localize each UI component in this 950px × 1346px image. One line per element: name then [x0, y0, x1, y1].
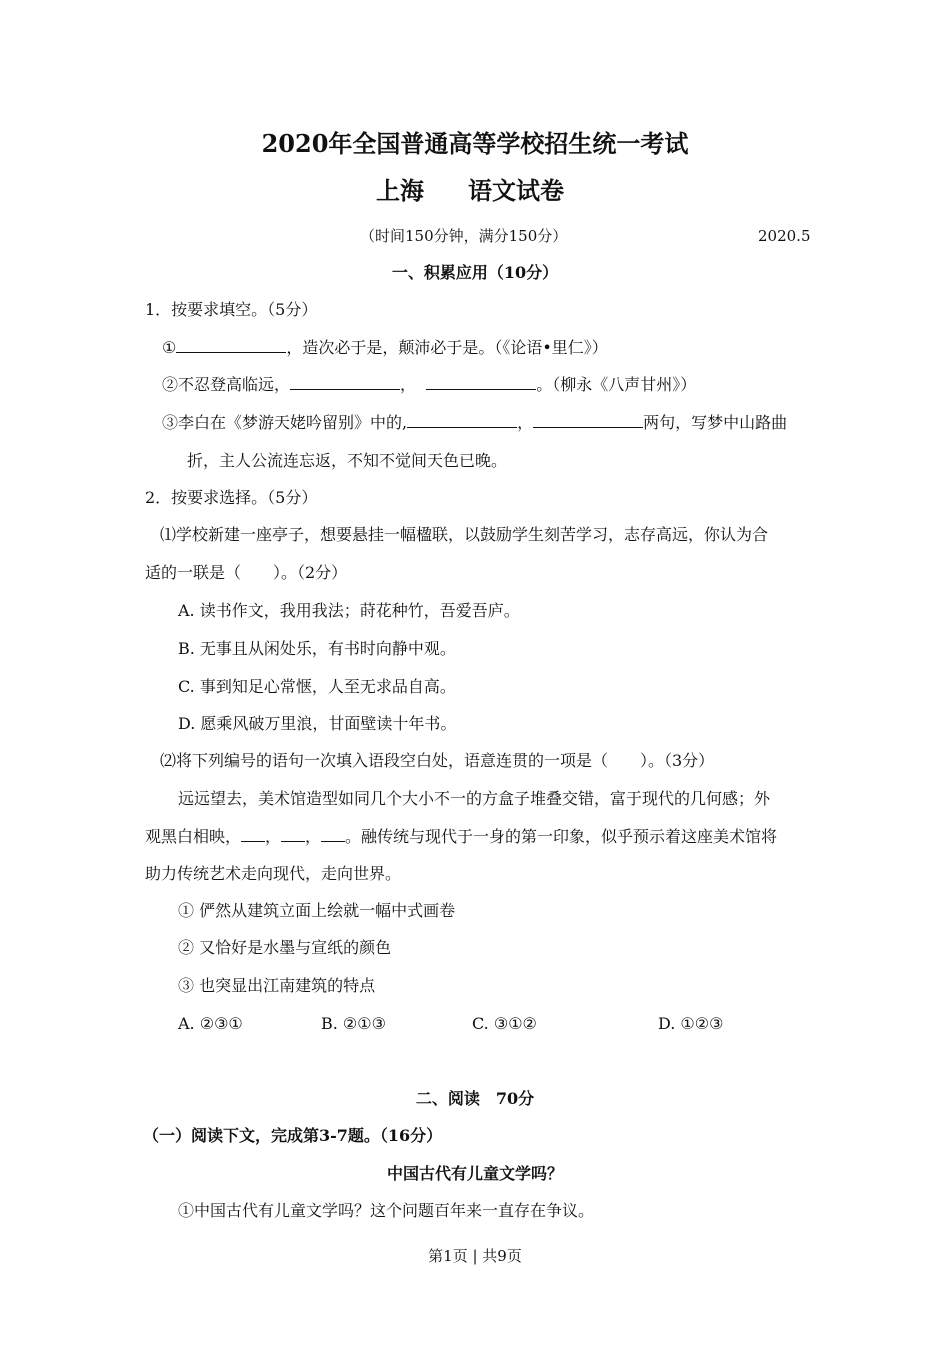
q1-item1-num: ① [162, 338, 177, 357]
q2-p2-option-d[interactable]: D. ①②③ [658, 1014, 724, 1033]
page-footer: 第1页 | 共9页 [428, 1247, 522, 1265]
fill-blank[interactable] [281, 827, 305, 842]
q1-item2-mid: ， [400, 375, 417, 394]
fill-blank[interactable] [426, 375, 536, 390]
fill-blank[interactable] [241, 827, 265, 842]
separator: ， [305, 827, 322, 846]
sentence-1: ① 俨然从建筑立面上绘就一幅中式画卷 [178, 901, 456, 920]
q1-stem: 1．按要求填空。（5分） [145, 300, 318, 319]
exam-date: 2020.5 [758, 227, 811, 245]
fill-blank[interactable] [407, 413, 517, 428]
q2-p2-option-b[interactable]: B. ②①③ [321, 1014, 386, 1033]
q1-item1-text: ，造次必于是，颠沛必于是。（《论语•里仁》） [286, 338, 608, 357]
passage-line1: 远远望去，美术馆造型如同几个大小不一的方盒子堆叠交错，富于现代的几何感；外 [178, 789, 771, 808]
q2-p2-stem: ⑵将下列编号的语句一次填入语段空白处，语意连贯的一项是（ ）。（3分） [160, 751, 715, 770]
passage-line2-end: 。融传统与现代于一身的第一印象，似乎预示着这座美术馆将 [345, 827, 778, 846]
fill-blank[interactable] [290, 375, 400, 390]
fill-blank[interactable] [321, 827, 345, 842]
section1-heading: 一、积累应用（10分） [391, 263, 559, 282]
article-para1: ①中国古代有儿童文学吗？这个问题百年来一直存在争议。 [178, 1201, 595, 1220]
q1-item1 [162, 337, 608, 359]
q2-option-d[interactable]: D. 愿乘风破万里浪，甘面壁读十年书。 [178, 714, 457, 733]
q1-item3 [162, 412, 787, 434]
q2-p1-line1: ⑴学校新建一座亭子，想要悬挂一幅楹联，以鼓励学生刻苦学习，志存高远，你认为合 [160, 525, 769, 544]
q2-p2-option-a[interactable]: A. ②③① [178, 1014, 243, 1033]
q1-item2 [162, 374, 696, 396]
q2-p1-line2: 适的一联是（ ）。（2分） [145, 563, 348, 582]
time-note: （时间150分钟，满分150分） [360, 227, 568, 245]
fill-blank[interactable] [176, 338, 286, 353]
section2-subheading: （一）阅读下文，完成第3-7题。（16分） [143, 1126, 443, 1145]
q1-item3-cont: 折，主人公流连忘返，不知不觉间天色已晚。 [187, 451, 508, 470]
q1-item3-start: ③李白在《梦游天姥吟留别》中的, [162, 413, 408, 432]
q2-option-c[interactable]: C. 事到知足心常惬，人至无求品自高。 [178, 677, 456, 696]
q1-item3-end: 两句，写梦中山路曲 [643, 413, 788, 432]
passage-line2-start: 观黑白相映， [145, 827, 242, 846]
section2-heading: 二、阅读 70分 [415, 1089, 535, 1108]
q2-stem: 2．按要求选择。（5分） [145, 488, 318, 507]
passage-line3: 助力传统艺术走向现代，走向世界。 [145, 864, 402, 883]
separator: ， [265, 827, 282, 846]
q2-option-a[interactable]: A. 读书作文，我用我法；莳花种竹，吾爱吾庐。 [178, 601, 520, 620]
q2-p2-option-c[interactable]: C. ③①② [472, 1014, 537, 1033]
q2-option-b[interactable]: B. 无事且从闲处乐，有书时向静中观。 [178, 639, 456, 658]
article-title: 中国古代有儿童文学吗？ [386, 1164, 563, 1183]
passage-line2 [145, 826, 777, 848]
q1-item2-text: ②不忍登高临远， [162, 375, 291, 394]
q1-item3-mid: ， [517, 413, 534, 432]
q1-item2-end: 。（柳永《八声甘州》） [536, 375, 697, 394]
exam-title: 2020年全国普通高等学校招生统一考试 [261, 129, 689, 158]
fill-blank[interactable] [533, 413, 643, 428]
exam-subject: 语文试卷 [468, 176, 564, 205]
exam-region: 上海 [376, 176, 424, 205]
sentence-2: ② 又恰好是水墨与宣纸的颜色 [178, 938, 392, 957]
sentence-3: ③ 也突显出江南建筑的特点 [178, 976, 376, 995]
